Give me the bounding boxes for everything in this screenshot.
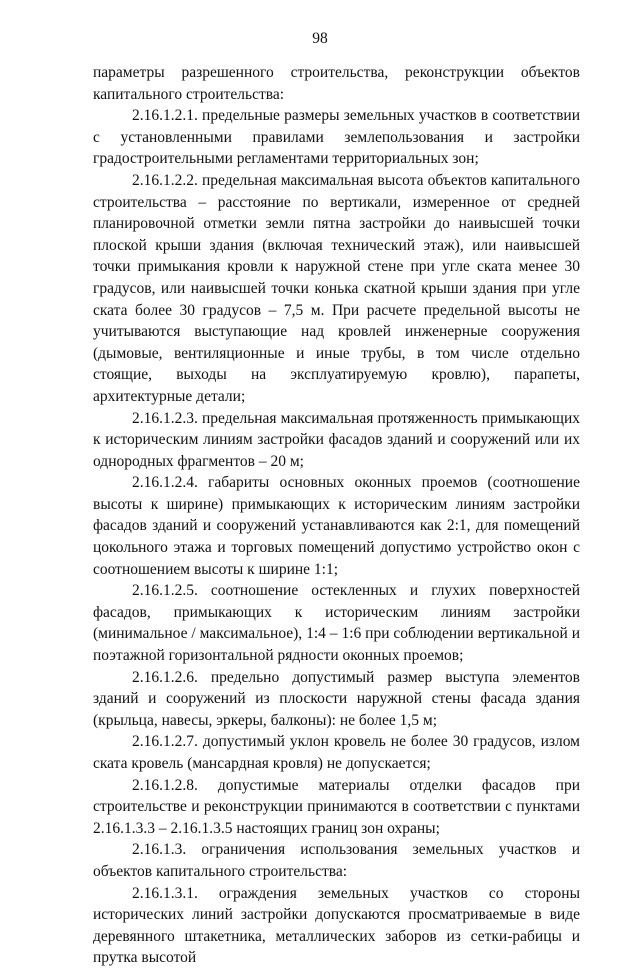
page-number: 98	[312, 30, 328, 47]
paragraph: 2.16.1.3. ограничения использования земельных участков и объектов капитального строительства:	[93, 841, 580, 880]
paragraph: 2.16.1.3.1. ограждения земельных участков со стороны исторических линий застройки допускаются просматриваемые в виде деревянного штакетника, металлических заборов из сетки-рабицы и прутка высотой	[93, 884, 580, 967]
paragraph: 2.16.1.2.1. предельные размеры земельных участков в соответствии с установленными правилами землепользования и застройки градостроительными регламентами территориальных зон;	[93, 107, 580, 168]
paragraph: 2.16.1.2.4. габариты основных оконных проемов (соотношение высоты к ширине) примыкающих к историческим линиям застройки фасадов зданий и сооружений устанавливаются как 2:1, для помещений цокольного этажа и торговых помещений допустимо устройство окон с соотношением высоты к ширине 1:1;	[93, 474, 580, 578]
paragraph: 2.16.1.2.7. допустимый уклон кровель не более 30 градусов, излом ската кровель (мансардная кровля) не допускается;	[93, 733, 580, 772]
paragraph: 2.16.1.2.6. предельно допустимый размер выступа элементов зданий и сооружений из плоскости наружной стены фасада здания (крыльца, навесы, эркеры, балконы): не более 1,5 м;	[93, 668, 580, 729]
paragraph: параметры разрешенного строительства, реконструкции объектов капитального строительства:	[93, 64, 580, 103]
paragraph: 2.16.1.2.8. допустимые материалы отделки фасадов при строительстве и реконструкции принимаются в соответствии с пунктами 2.16.1.3.3 – 2.16.1.3.5 настоящих границ зон охраны;	[93, 776, 580, 837]
paragraph: 2.16.1.2.3. предельная максимальная протяженность примыкающих к историческим линиям застройки фасадов зданий и сооружений или их однородных фрагментов – 20 м;	[93, 409, 580, 470]
paragraph: 2.16.1.2.5. соотношение остекленных и глухих поверхностей фасадов, примыкающих к историческим линиям застройки (минимальное / максимальное), 1:4 – 1:6 при соблюдении вертикальной и поэтажной горизонтальной рядности оконных проемов;	[93, 582, 580, 665]
document-body	[93, 62, 580, 969]
paragraph: 2.16.1.2.2. предельная максимальная высота объектов капитального строительства – расстояние по вертикали, измеренное от средней планировочной отметки земли пятна застройки до наивысшей точки плоской крыши здания (включая технический этаж), или наивысшей точки примыкания кровли к наружной стене при угле ската менее 30 градусов, или наивысшей точки конька скатной крыши здания при угле ската более 30 градусов – 7,5 м. При расчете предельной высоты не учитываются выступающие над кровлей инженерные сооружения (дымовые, вентиляционные и иные трубы, в том числе отдельно стоящие, выходы на эксплуатируемую кровлю), парапеты, архитектурные детали;	[93, 171, 580, 405]
